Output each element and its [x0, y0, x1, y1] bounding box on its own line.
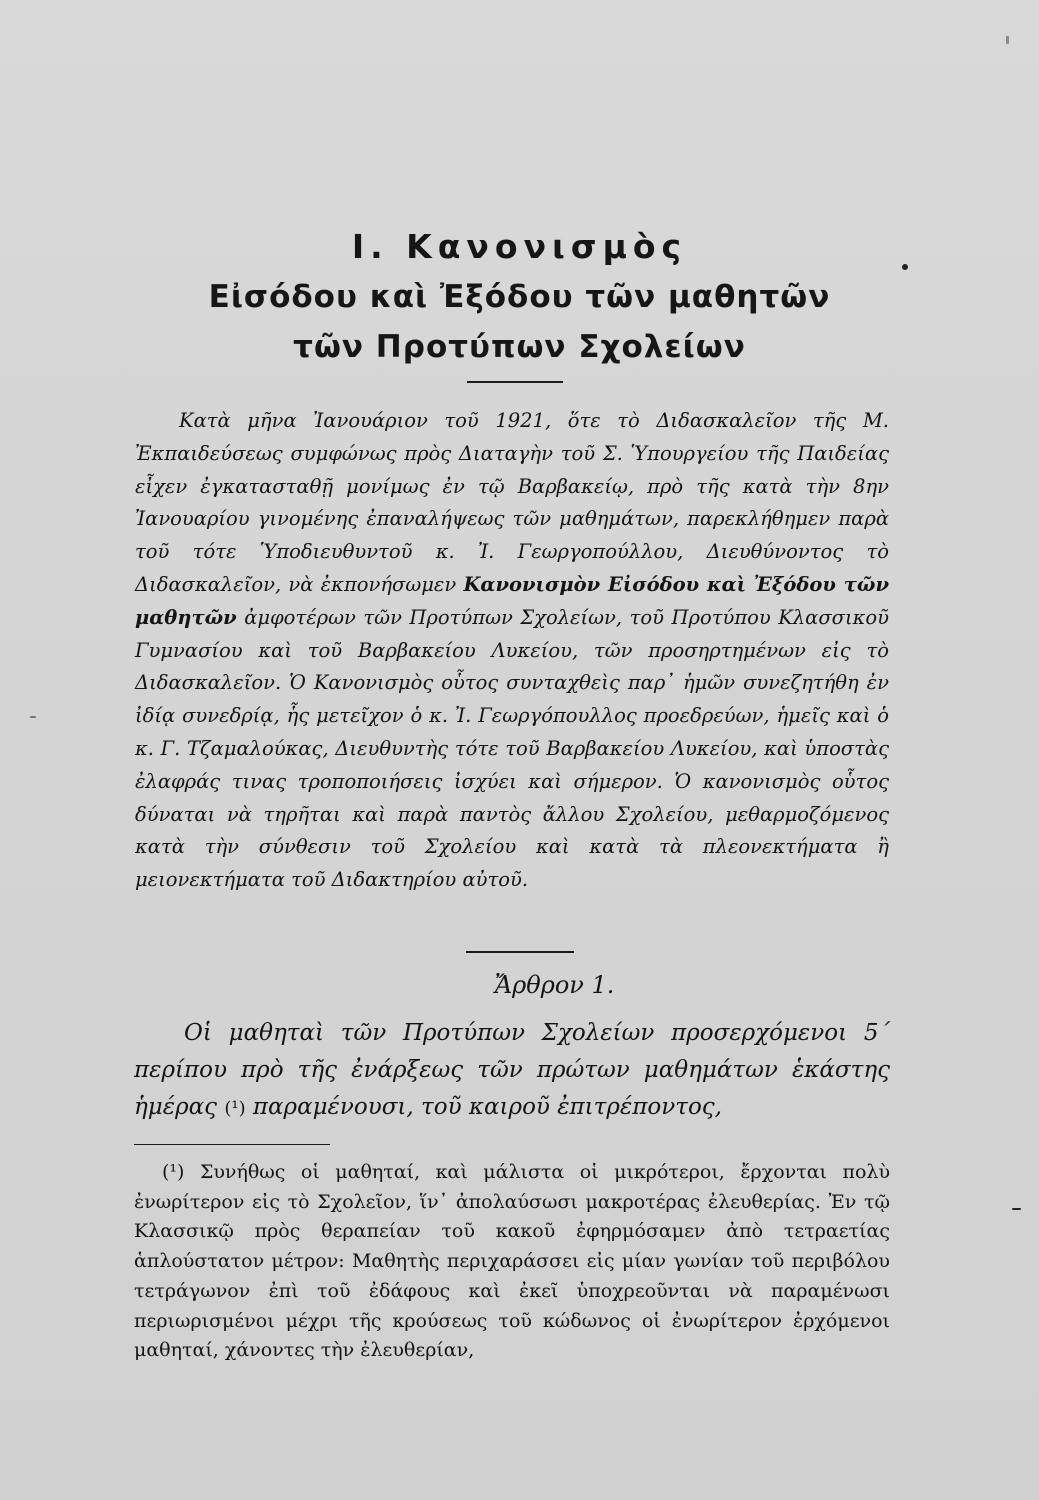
intro-divider	[466, 951, 574, 953]
footnote	[134, 1158, 890, 1366]
article-text	[134, 1015, 890, 1127]
ink-speck	[1006, 36, 1009, 44]
footnote-ref: (¹)	[162, 1161, 185, 1183]
title-divider	[467, 381, 563, 383]
intro-paragraph	[135, 405, 889, 897]
title-block	[0, 222, 1039, 372]
title-line-2: Εἰσόδου καὶ Ἐξόδου τῶν μαθητῶν	[208, 279, 831, 315]
ink-speck	[902, 264, 908, 270]
article-text-part1: Οἱ μαθηταὶ τῶν Προτύπων Σχολείων προσερχόμενοι 5΄ περίπου πρὸ τῆς ἐνάρξεως τῶν πρώτων μαθημάτων ἑκάστης ἡμέρας	[134, 1020, 890, 1120]
footnote-body: Συνήθως οἱ μαθηταί, καὶ μάλιστα οἱ μικρότεροι, ἔρχονται πολὺ ἐνωρίτερον εἰς τὸ Σχολεῖον, ἵν᾿ ἀπολαύσωσι μακροτέρας ἐλευθερίας. Ἐν τῷ Κλασσικῷ πρὸς θεραπείαν τοῦ κακοῦ ἐφηρμόσαμεν ἀπὸ τετραετίας ἁπλούστατον μέτρον: Μαθητὴς περιχαράσσει εἰς μίαν γωνίαν τοῦ περιβόλου τετράγωνον ἐπὶ τοῦ ἐδάφους καὶ ἐκεῖ ὑποχρεοῦνται νὰ παραμένωσι περιωρισμένοι μέχρι τῆς κρούσεως τοῦ κώδωνος οἱ ἐνωρίτερον ἐρχόμενοι μαθηταί, χάνοντες τὴν ἐλευθερίαν,	[134, 1161, 891, 1362]
title-line-1: I. Κανονισμὸς	[351, 227, 688, 266]
intro-text-bold: Κανονισμὸν Εἰσόδου καὶ Ἐξόδου τῶν μαθητῶν	[135, 572, 889, 629]
article-text-part2: παραμένουσι, τοῦ καιροῦ ἐπιτρέποντος,	[252, 1094, 722, 1120]
ink-speck	[1012, 1208, 1021, 1210]
article-paragraph	[134, 1015, 890, 1127]
ink-speck	[30, 716, 36, 718]
intro-text	[135, 405, 889, 897]
intro-text-part1: Κατὰ μῆνα Ἰανουάριον τοῦ 1921, ὅτε τὸ Διδασκαλεῖον τῆς Μ. Ἐκπαιδεύσεως συμφώνως πρὸς Διαταγὴν τοῦ Σ. Ὑπουργείου τῆς Παιδείας εἶχεν ἐγκατασταθῇ μονίμως ἐν τῷ Βαρβακείῳ, πρὸ τῆς κατὰ τὴν 8ην Ἰανουαρίου γινομένης ἐπαναλήψεως τῶν μαθημάτων, παρεκλήθημεν παρὰ τοῦ τότε Ὑποδιευθυντοῦ κ. Ἰ. Γεωργοπούλλου, Διευθύνοντος τὸ Διδασκαλεῖον, νὰ ἐκπονήσωμεν	[135, 409, 889, 596]
footnote-text	[134, 1158, 890, 1366]
article-footnote-ref: (¹)	[224, 1098, 246, 1119]
title-line-3: τῶν Προτύπων Σχολείων	[293, 329, 746, 365]
footnote-divider	[134, 1144, 330, 1145]
article-heading: Ἄρθρον 1.	[494, 971, 615, 999]
intro-text-part2: ἀμφοτέρων τῶν Προτύπων Σχολείων, τοῦ Προτύπου Κλασσικοῦ Γυμνασίου καὶ τοῦ Βαρβακείου Λυκείου, τῶν προσηρτημένων εἰς τὸ Διδασκαλεῖον. Ὁ Κανονισμὸς οὗτος συνταχθεὶς παρ᾿ ἡμῶν συνεζητήθη ἐν ἰδίᾳ συνεδρίᾳ, ἧς μετεῖχον ὁ κ. Ἰ. Γεωργόπουλλος προεδρεύων, ἡμεῖς καὶ ὁ κ. Γ. Τζαμαλούκας, Διευθυντὴς τότε τοῦ Βαρβακείου Λυκείου, καὶ ὑποστὰς ἐλαφράς τινας τροποποιήσεις ἰσχύει καὶ σήμερον. Ὁ κανονισμὸς οὗτος δύναται νὰ τηρῆται καὶ παρὰ παντὸς ἄλλου Σχολείου, μεθαρμοζόμενος κατὰ τὴν σύνθεσιν τοῦ Σχολείου καὶ κατὰ τὰ πλεονεκτήματα ἢ μειονεκτήματα τοῦ Διδακτηρίου αὐτοῦ.	[135, 605, 889, 892]
